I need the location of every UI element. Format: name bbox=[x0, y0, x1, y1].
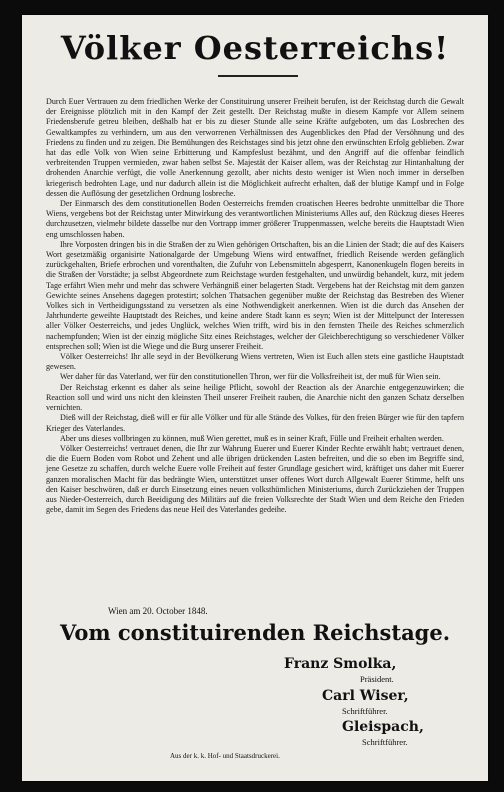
paragraph: Ihre Vorposten dringen bis in die Straßen der zu Wien gehörigen Ortschaften, bis an die Linien der Stadt; die auf des Kaisers Wort gesetzmäßig organisirte Nationalgarde der Umgebung Wiens wird entwaffnet, friedlich Reisende werden gefänglich zurückgehalten, Briefe erbrochen und vorenthalten, die Zufuhr von Lebensmitteln abgesperrt, Kanonenkugeln flogen bereits in die Straßen der Vorstädte; ja selbst Abgeordnete zum Reichstage wurden festgehalten, und unwürdig behandelt, kurz, mit jedem Tage erfährt Wien mehr und mehr das schwere Verhängniß einer belagerten Stadt. Vergebens hat der Reichstag mit dem ganzen Gewichte seines Ansehens dagegen protestirt; solchen Thatsachen gegenüber mußte der Reichstag das Bestreben des Wiener Volkes sich in Vertheidigungsstand zu versetzen als eine Nothwendigkeit anerkennen. Wien ist die durch das Ansehen der Jahrhunderte geweihte Hauptstadt des Reiches, und keine andere Stadt kann es seyn; Wien ist der Mittelpunct der Interessen aller Völker Oesterreichs, und jedes Unglück, welches Wien trifft, wird bis in den fernsten Theile des Reiches schmerzlich nachempfunden; Wien ist der einzig mögliche Sitz eines Reichstages, welcher der Gleichberechtigung so verschiedener Völker entsprechen soll; Wien ist die Wiege und die Burg unserer Freiheit. bbox=[46, 239, 464, 351]
paragraph: Aber uns dieses vollbringen zu können, muß Wien gerettet, muß es in seiner Kraft, Fülle und Freiheit erhalten werden. bbox=[60, 433, 444, 443]
proclamation-title: Völker Oesterreichs! bbox=[60, 29, 450, 67]
paragraph: Völker Oesterreichs! vertrauet denen, die Ihr zur Wahrung Euerer und Euerer Kinder Rechte erwählt habt; vertrauet denen, die die Euern Boden vom Robot und Zehent und alle übrigen drückenden Lasten befreiten, und die so eben im Begriffe sind, jene Gesetze zu schaffen, durch welche Euere volle Freiheit auf fester Grundlage gesichert wird, kräftiget uns daher mit Euerer ganzen moralischen Macht für das bedrängte Wien, unterstützet unser offenes Wort durch Allgewalt Euerer Stimme, helft uns den Kaiser beschwören, daß er durch Einsetzung eines neuen volksthümlichen Ministeriums, durch Zurückziehen der Truppen aus Nieder-Oesterreich, durch Beeidigung des Militärs auf die freien Volksrechte der Stadt Wien und dem Reiche den Frieden gebe, damit im Segen des Friedens das neue Heil des Vaterlandes gedeihe. bbox=[46, 443, 464, 515]
proclamation-sheet bbox=[22, 15, 488, 781]
paragraph: Der Reichstag erkennt es daher als seine heilige Pflicht, sowohl der Reaction als der Anarchie entgegenzuwirken; die Reaction soll und wird uns nicht den kleinsten Theil unserer Freiheit rauben, die Anarchie nicht den ganzen Schatz derselben vernichten. bbox=[46, 382, 464, 413]
title-rule bbox=[218, 75, 298, 77]
paragraph: Völker Oesterreichs! Ihr alle seyd in der Bevölkerung Wiens vertreten, Wien ist Euch allen stets eine gastliche Hauptstadt gewesen. bbox=[46, 352, 464, 372]
paragraph: Der Einmarsch des dem constitutionellen Boden Oesterreichs fremden croatischen Heeres bedrohte unmittelbar die Thore Wiens, vergebens bot der Reichstag unter Mitwirkung des verantwortlichen Ministeriums Alles auf, den Rückzug dieses Heeres durchzusetzen, vielmehr bildete dasselbe nur den Vortrapp immer größerer Truppenmassen, welche bereits die Hauptstadt Wien eng umschlossen haben. bbox=[46, 199, 464, 239]
paragraph: Dieß will der Reichstag, dieß will er für alle Völker und für alle Stände des Volkes, für den freien Bürger wie für den tapfern Krieger des Vaterlandes. bbox=[46, 413, 464, 433]
signature-name: Carl Wiser, bbox=[322, 688, 409, 704]
signature-role: Präsident. bbox=[360, 674, 394, 684]
signature-name: Gleispach, bbox=[342, 719, 424, 735]
closing-heading: Vom constituirenden Reichstage. bbox=[59, 620, 451, 645]
signature-role: Schriftführer. bbox=[362, 737, 408, 747]
signature-name: Franz Smolka, bbox=[284, 656, 397, 672]
paragraph: Wer daher für das Vaterland, wer für den constitutionellen Thron, wer für die Volksfreiheit ist, der muß für Wien sein. bbox=[60, 372, 441, 382]
paragraph: Durch Euer Vertrauen zu dem friedlichen Werke der Constituirung unserer Freiheit berufen, ist der Reichstag durch die Gewalt der Ereignisse plötzlich mit in den Kampf der Zeit gestellt. Der Reichstag mußte in diesem Kampfe vor Allem seinem Friedensberufe getreu bleiben, deßhalb hat er bis zu dieser Stunde alle seine Kräfte aufgeboten, um das Losbrechen des Gewaltkampfes zu verhindern, um aus den verworrenen Verhältnissen des Augenblickes den Pfad der Versöhnung und des Friedens zu finden und zu zeigen. Die Bemühungen des Reichstages sind bis jetzt ohne den erwünschten Erfolg geblieben. Zwar hat das edle Volk von Wien seine Erbitterung und Kampfeslust bezähmt, und den Angriff auf die offenbar feindlich verbreitenden Truppen vermieden, zwar haben selbst Se. Majestät der Kaiser allem, was der Reichstag zur Hintanhaltung der drohenden Anarchie verfügt, die volle Anerkennung gezollt, aber nichts desto weniger ist Wien noch immer in derselben kriegerisch bedrohten Lage, und nur dadurch allein ist die Möglichkeit aufrecht erhalten, daß der blutige Kampf und in Folge dessen die Auflösung der gesetzlichen Ordnung losbreche. bbox=[46, 97, 464, 198]
proclamation-body bbox=[46, 97, 464, 515]
printer-imprint: Aus der k. k. Hof- und Staatsdruckerei. bbox=[170, 752, 280, 760]
signature-role: Schriftführer. bbox=[342, 706, 388, 716]
date-line: Wien am 20. October 1848. bbox=[108, 606, 208, 616]
